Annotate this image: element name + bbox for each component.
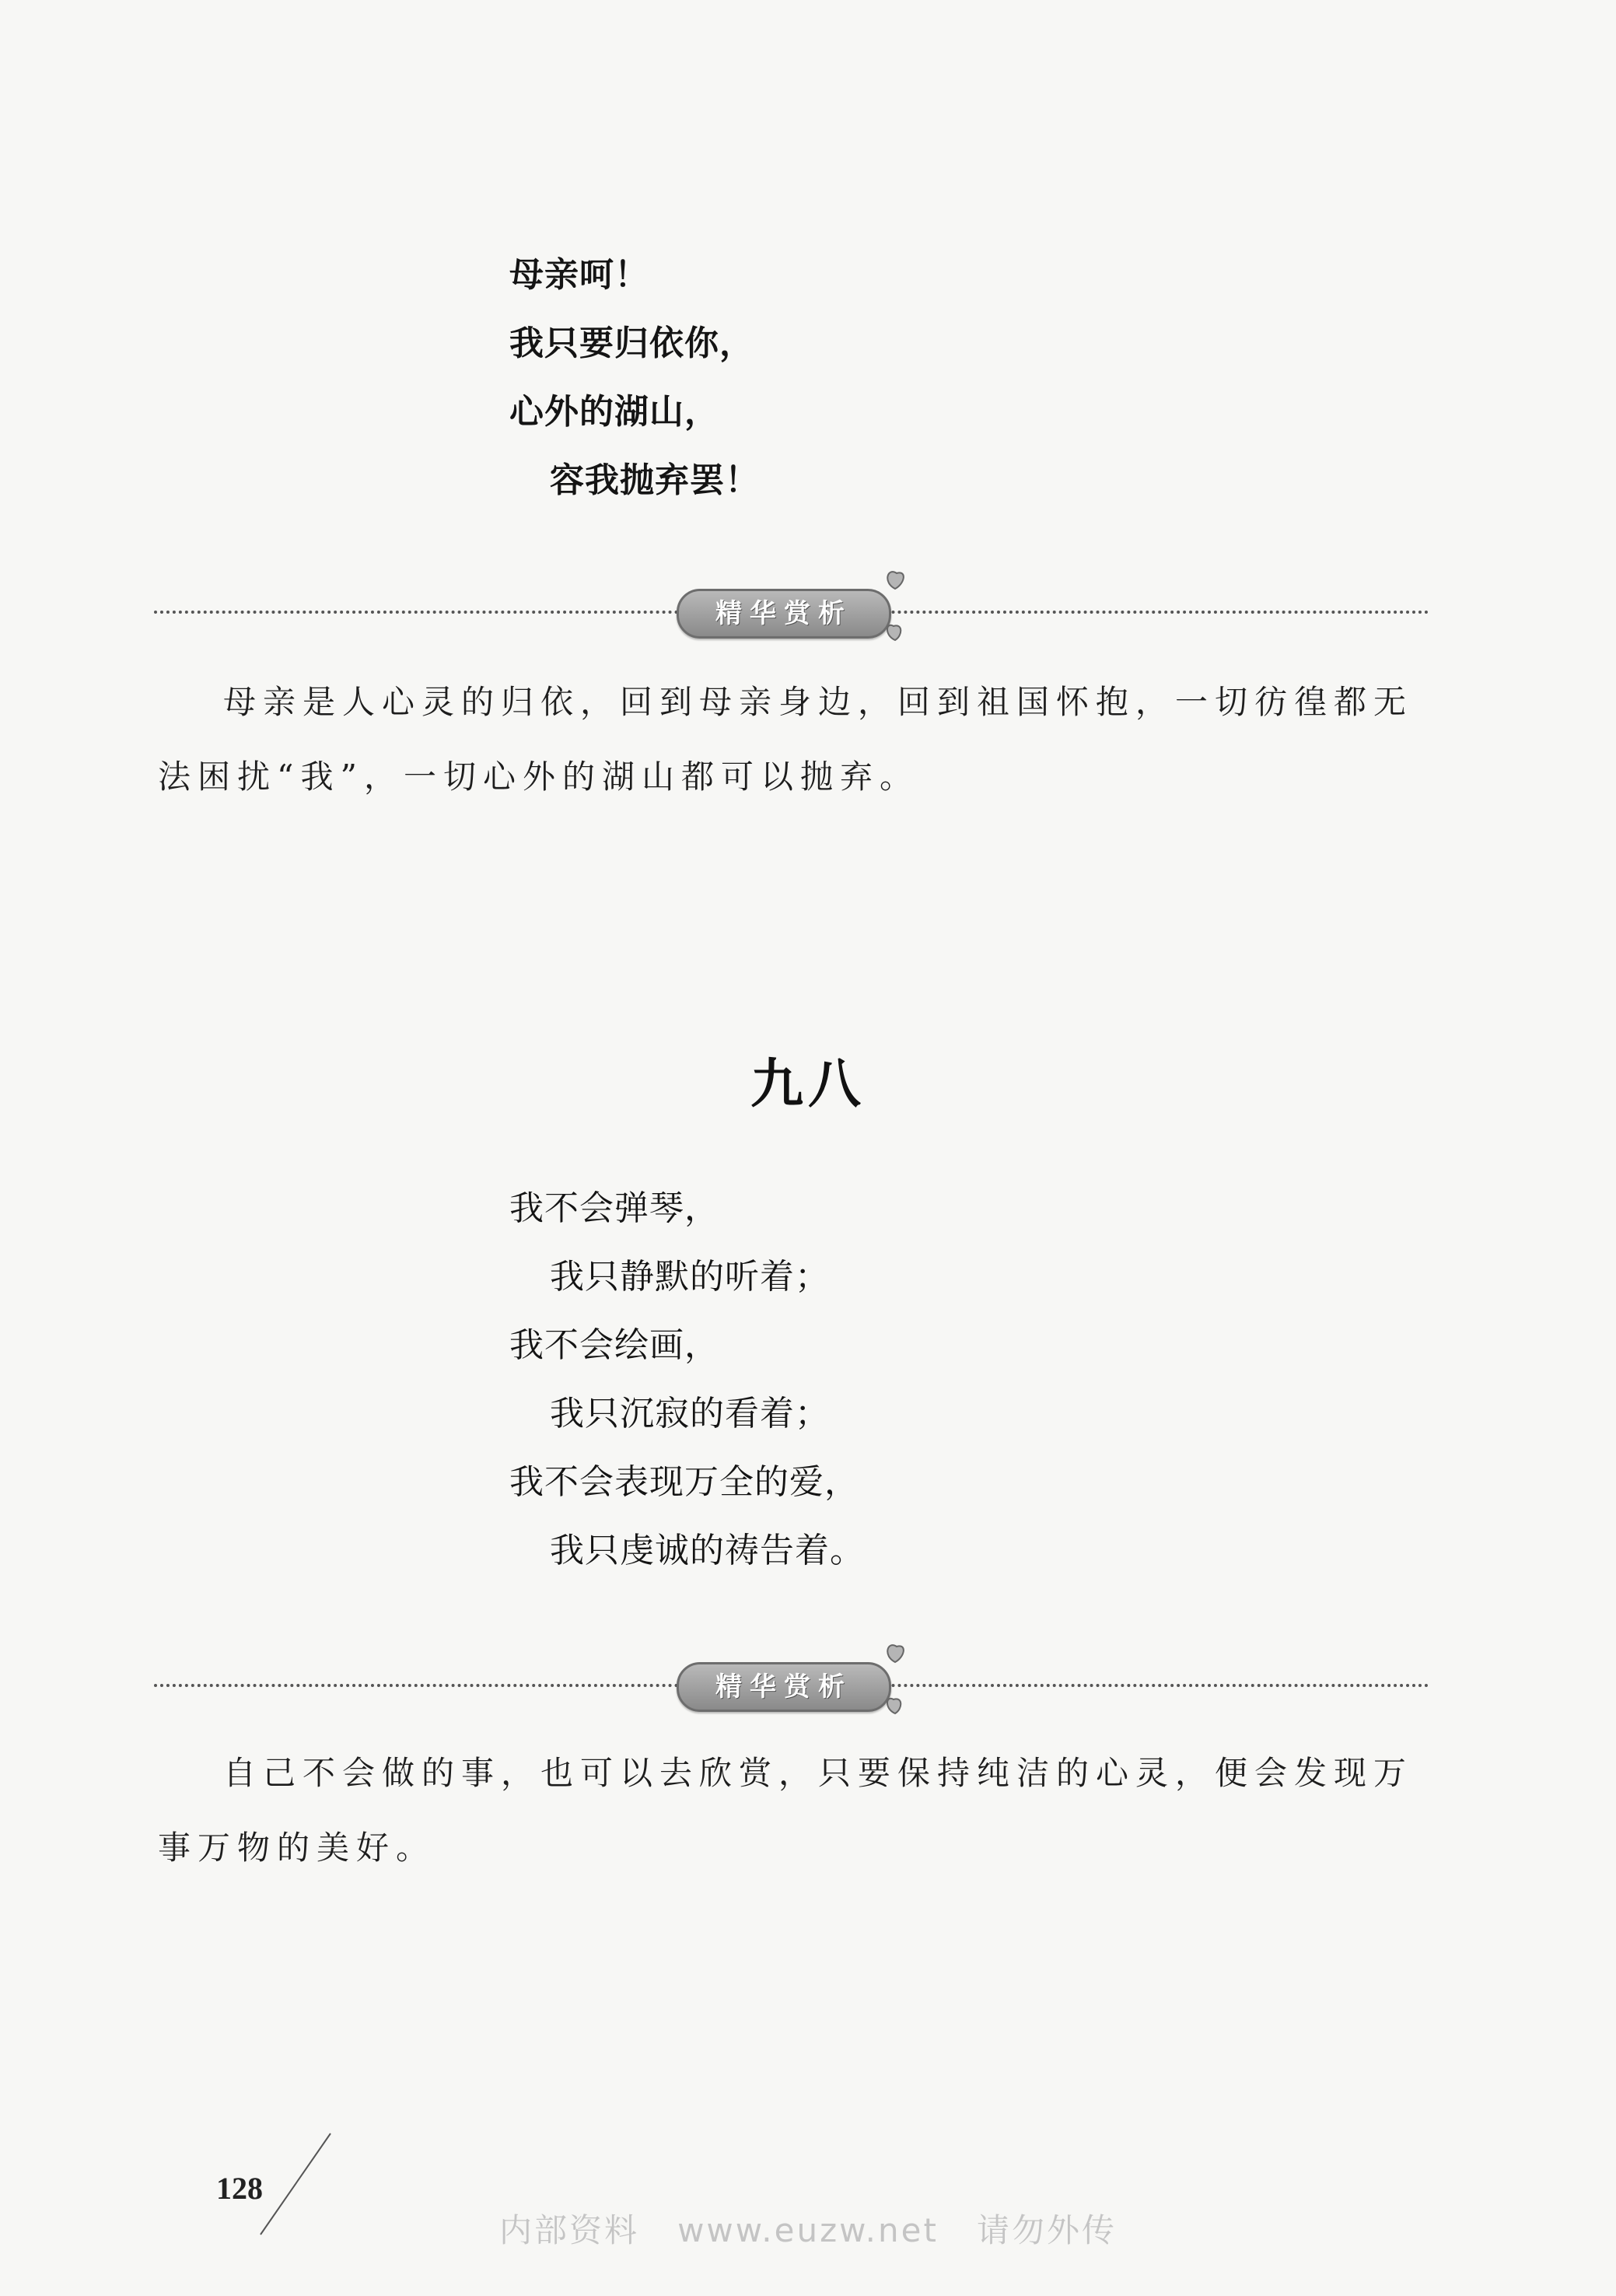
- appreciation-badge: 精华赏析: [677, 589, 891, 639]
- page-number: 128: [216, 2171, 263, 2206]
- poem-line: 我只要归依你，: [509, 324, 754, 363]
- poem-line: 我不会弹琴，: [509, 1188, 719, 1228]
- poem-line: 容我抛弃罢！: [550, 460, 760, 500]
- section-title: 九八: [750, 1054, 866, 1115]
- poem-line: 母亲呵！: [509, 255, 649, 295]
- poem-line: 心外的湖山，: [509, 392, 719, 432]
- poem-line: 我只沉寂的看着；: [550, 1394, 830, 1433]
- appreciation-text: 母亲是人心灵的归依，回到母亲身边，回到祖国怀抱，一切彷徨都无法困扰“我”，一切心外的湖山都可以抛弃。: [158, 683, 1414, 796]
- appreciation-text: 自己不会做的事，也可以去欣赏，只要保持纯洁的心灵，便会发现万事万物的美好。: [158, 1754, 1414, 1867]
- poem-line: 我只静默的听着；: [550, 1257, 830, 1297]
- appreciation-divider: [154, 579, 1429, 642]
- heart-decoration-icon: [881, 1639, 928, 1724]
- poem-line: 我只虔诚的祷告着。: [550, 1531, 865, 1570]
- appreciation-badge: 精华赏析: [677, 1662, 891, 1712]
- poem-line: 我不会绘画，: [509, 1325, 719, 1365]
- poem-98: [509, 1174, 865, 1585]
- watermark: 内部资料 www.euzw.net 请勿外传: [499, 2211, 1117, 2249]
- appreciation-divider: [154, 1653, 1429, 1715]
- poem-97: [509, 241, 760, 515]
- heart-decoration-icon: [881, 565, 928, 651]
- poem-line: 我不会表现万全的爱，: [509, 1462, 859, 1502]
